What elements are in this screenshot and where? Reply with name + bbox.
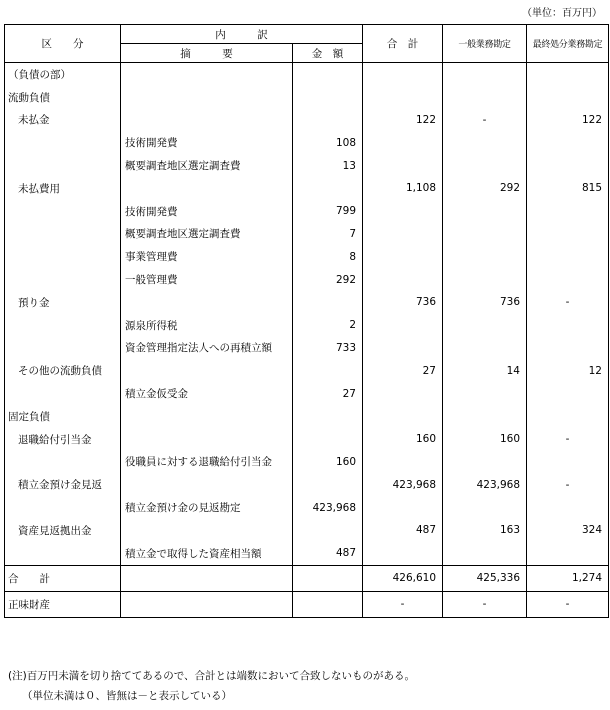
row-amount — [293, 359, 363, 382]
liabilities-table — [4, 24, 609, 618]
row-amount: 733 — [293, 337, 363, 360]
row-total — [363, 223, 443, 246]
row-final-disposal: 324 — [527, 519, 609, 542]
net-assets-label: 正味財産 — [5, 591, 121, 617]
row-final-disposal — [527, 154, 609, 177]
footnote-2: （単位未満は０、皆無は－と表示している） — [22, 690, 232, 702]
row-category: 流動負債 — [8, 91, 50, 104]
row-category — [5, 496, 121, 519]
row-general — [443, 337, 527, 360]
table-row — [5, 428, 609, 451]
table-row — [5, 131, 609, 154]
row-final-disposal — [527, 63, 609, 86]
row-general: 292 — [443, 177, 527, 200]
row-total — [363, 245, 443, 268]
row-amount — [293, 291, 363, 314]
row-category: 退職給付引当金 — [18, 433, 92, 446]
row-amount — [293, 519, 363, 542]
row-total — [363, 86, 443, 109]
row-general — [443, 63, 527, 86]
row-summary: 積立金仮受金 — [121, 382, 293, 405]
row-amount — [293, 473, 363, 496]
row-final-disposal — [527, 131, 609, 154]
row-general: 160 — [443, 428, 527, 451]
row-general — [443, 382, 527, 405]
row-total — [363, 405, 443, 428]
row-final-disposal — [527, 542, 609, 565]
table-row — [5, 109, 609, 132]
row-summary: 事業管理費 — [121, 245, 293, 268]
row-category: その他の流動負債 — [18, 365, 102, 378]
header-category: 区 分 — [5, 25, 121, 63]
row-general — [443, 245, 527, 268]
total-final-disposal: 1,274 — [527, 565, 609, 591]
net-assets-desc-cell — [121, 591, 293, 617]
table-body — [5, 63, 609, 566]
row-total — [363, 542, 443, 565]
row-amount: 8 — [293, 245, 363, 268]
row-total — [363, 154, 443, 177]
row-summary: 技術開発費 — [121, 200, 293, 223]
row-total — [363, 268, 443, 291]
row-final-disposal: - — [527, 291, 609, 314]
row-total: 736 — [363, 291, 443, 314]
row-final-disposal — [527, 405, 609, 428]
table-row — [5, 359, 609, 382]
unit-label: （単位：百万円） — [522, 8, 602, 19]
row-final-disposal: - — [527, 428, 609, 451]
row-total — [363, 496, 443, 519]
row-amount — [293, 428, 363, 451]
row-total — [363, 337, 443, 360]
row-summary — [121, 109, 293, 132]
table-row — [5, 382, 609, 405]
table-row — [5, 200, 609, 223]
header-total: 合 計 — [363, 25, 443, 63]
row-general — [443, 154, 527, 177]
row-total: 1,108 — [363, 177, 443, 200]
total-general: 425,336 — [443, 565, 527, 591]
row-final-disposal — [527, 268, 609, 291]
row-amount — [293, 405, 363, 428]
row-summary: 役職員に対する退職給付引当金 — [121, 451, 293, 474]
total-row — [5, 565, 609, 591]
row-category — [5, 382, 121, 405]
header-general-account: 一般業務勘定 — [443, 25, 527, 63]
total-total: 426,610 — [363, 565, 443, 591]
row-final-disposal: 815 — [527, 177, 609, 200]
row-summary — [121, 86, 293, 109]
row-general — [443, 542, 527, 565]
row-category: （負債の部） — [8, 68, 71, 81]
table-row — [5, 291, 609, 314]
row-general: 14 — [443, 359, 527, 382]
table-row — [5, 337, 609, 360]
row-final-disposal — [527, 314, 609, 337]
row-amount: 487 — [293, 542, 363, 565]
row-total — [363, 314, 443, 337]
row-total: 27 — [363, 359, 443, 382]
row-final-disposal: 12 — [527, 359, 609, 382]
row-final-disposal — [527, 245, 609, 268]
row-category — [5, 245, 121, 268]
row-general — [443, 200, 527, 223]
row-final-disposal — [527, 451, 609, 474]
table-row — [5, 473, 609, 496]
row-total — [363, 63, 443, 86]
row-total — [363, 451, 443, 474]
row-final-disposal: - — [527, 473, 609, 496]
row-amount — [293, 109, 363, 132]
total-desc-cell — [121, 565, 293, 591]
table-row — [5, 245, 609, 268]
row-summary — [121, 473, 293, 496]
table-row — [5, 223, 609, 246]
row-general: - — [443, 109, 527, 132]
row-general: 163 — [443, 519, 527, 542]
table-row — [5, 268, 609, 291]
net-assets-row — [5, 591, 609, 617]
row-category — [5, 223, 121, 246]
row-general — [443, 131, 527, 154]
row-general — [443, 86, 527, 109]
row-category — [5, 314, 121, 337]
header-breakdown: 内 訳 — [121, 25, 363, 44]
row-general: 736 — [443, 291, 527, 314]
row-summary: 技術開発費 — [121, 131, 293, 154]
row-general — [443, 314, 527, 337]
row-amount: 108 — [293, 131, 363, 154]
header-summary: 摘 要 — [121, 44, 293, 63]
row-final-disposal — [527, 496, 609, 519]
row-summary: 一般管理費 — [121, 268, 293, 291]
row-final-disposal — [527, 223, 609, 246]
row-category — [5, 542, 121, 565]
row-summary — [121, 63, 293, 86]
header-row-top — [5, 25, 609, 44]
row-amount: 292 — [293, 268, 363, 291]
row-category: 積立金預け金見返 — [18, 479, 102, 492]
row-amount — [293, 177, 363, 200]
row-amount: 799 — [293, 200, 363, 223]
table-row — [5, 177, 609, 200]
row-general — [443, 405, 527, 428]
row-summary: 源泉所得税 — [121, 314, 293, 337]
row-summary: 概要調査地区選定調査費 — [121, 154, 293, 177]
row-category — [5, 200, 121, 223]
row-category: 預り金 — [18, 296, 50, 309]
net-assets-general: - — [443, 591, 527, 617]
table-row — [5, 496, 609, 519]
footnote-1: (注)百万円未満を切り捨ててあるので、合計とは端数において合致しないものがある。 — [8, 670, 415, 682]
header-amount: 金 額 — [293, 44, 363, 63]
row-category: 固定負債 — [8, 410, 50, 423]
row-category: 資産見返拠出金 — [18, 524, 92, 537]
row-amount: 27 — [293, 382, 363, 405]
row-final-disposal — [527, 337, 609, 360]
row-summary — [121, 428, 293, 451]
row-general — [443, 268, 527, 291]
table-row — [5, 314, 609, 337]
row-category: 未払金 — [18, 114, 50, 127]
row-amount: 160 — [293, 451, 363, 474]
row-category — [5, 337, 121, 360]
total-label: 合 計 — [5, 565, 121, 591]
row-total: 160 — [363, 428, 443, 451]
row-summary: 積立金で取得した資産相当額 — [121, 542, 293, 565]
row-total: 487 — [363, 519, 443, 542]
row-amount: 13 — [293, 154, 363, 177]
row-summary — [121, 291, 293, 314]
row-category — [5, 131, 121, 154]
table-row — [5, 63, 609, 86]
row-total — [363, 382, 443, 405]
total-amount-cell — [293, 565, 363, 591]
row-summary: 概要調査地区選定調査費 — [121, 223, 293, 246]
row-category — [5, 268, 121, 291]
row-category — [5, 154, 121, 177]
header-final-disposal-account: 最終処分業務勘定 — [527, 25, 609, 63]
row-summary: 資金管理指定法人への再積立額 — [121, 337, 293, 360]
row-total — [363, 200, 443, 223]
row-summary — [121, 177, 293, 200]
row-summary: 積立金預け金の見返勘定 — [121, 496, 293, 519]
row-amount — [293, 86, 363, 109]
row-general: 423,968 — [443, 473, 527, 496]
row-general — [443, 496, 527, 519]
row-final-disposal — [527, 382, 609, 405]
net-assets-total: - — [363, 591, 443, 617]
row-total: 423,968 — [363, 473, 443, 496]
row-amount: 423,968 — [293, 496, 363, 519]
table-row — [5, 519, 609, 542]
net-assets-amount-cell — [293, 591, 363, 617]
row-final-disposal: 122 — [527, 109, 609, 132]
row-final-disposal — [527, 200, 609, 223]
row-summary — [121, 359, 293, 382]
table-row — [5, 154, 609, 177]
row-summary — [121, 405, 293, 428]
table-row — [5, 542, 609, 565]
row-category — [5, 451, 121, 474]
table-row — [5, 86, 609, 109]
row-amount — [293, 63, 363, 86]
row-total: 122 — [363, 109, 443, 132]
row-category: 未払費用 — [18, 182, 60, 195]
net-assets-final-disposal: - — [527, 591, 609, 617]
row-final-disposal — [527, 86, 609, 109]
table-row — [5, 405, 609, 428]
row-summary — [121, 519, 293, 542]
row-total — [363, 131, 443, 154]
row-amount: 2 — [293, 314, 363, 337]
table-row — [5, 451, 609, 474]
row-general — [443, 451, 527, 474]
row-amount: 7 — [293, 223, 363, 246]
row-general — [443, 223, 527, 246]
